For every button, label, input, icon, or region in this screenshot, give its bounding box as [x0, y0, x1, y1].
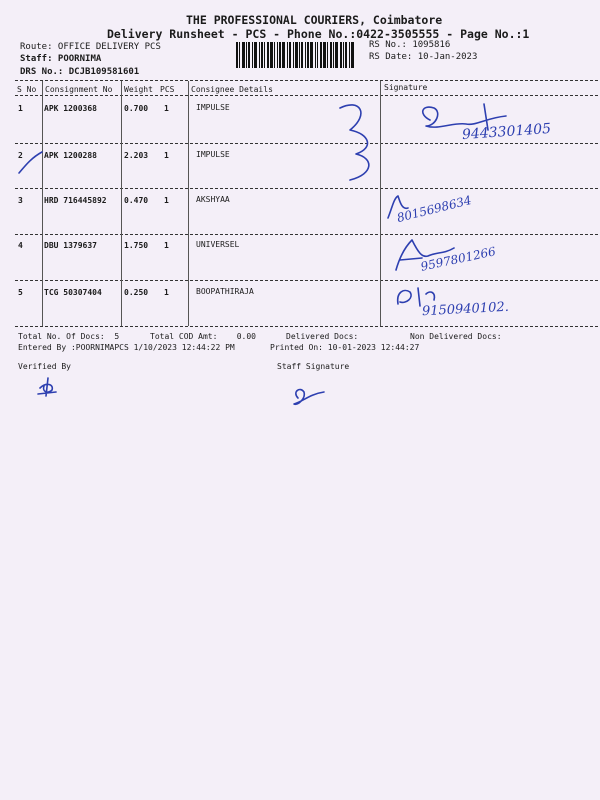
- row-consignment: TCG 50307404: [44, 288, 102, 297]
- row-consignee: UNIVERSEL: [196, 240, 240, 249]
- entered-by: Entered By :POORNIMAPCS 1/10/2023 12:44:22 PM: [18, 343, 235, 352]
- row-divider: [15, 188, 598, 189]
- row-sno: 3: [18, 196, 23, 205]
- row-weight: 0.250: [124, 288, 149, 297]
- row-pcs: 1: [164, 288, 169, 297]
- drs-number: DRS No.: DCJB109581601: [20, 67, 140, 77]
- row-consignee: IMPULSE: [196, 150, 230, 159]
- row-divider: [15, 143, 598, 144]
- header-sno: S No: [17, 85, 37, 94]
- verified-by-label: Verified By: [18, 362, 71, 371]
- row-weight: 0.470: [124, 196, 149, 205]
- non-delivered-docs: Non Delivered Docs:: [410, 332, 502, 341]
- header-pcs: PCS: [160, 85, 175, 94]
- row-consignee: IMPULSE: [196, 103, 230, 112]
- staff-label: Staff: POORNIMA: [20, 54, 102, 64]
- bracket-scrawl: [330, 96, 390, 186]
- row-consignee: AKSHYAA: [196, 195, 230, 204]
- company-title: THE PROFESSIONAL COURIERS, Coimbatore: [186, 13, 443, 27]
- row5-phone: 9150940102.: [421, 299, 510, 320]
- total-cod: Total COD Amt: 0.00: [150, 332, 256, 341]
- tick-mark: [15, 148, 45, 178]
- total-docs: Total No. Of Docs: 5: [18, 332, 120, 341]
- row3-phone: 8015698634: [395, 192, 473, 226]
- runsheet-title: Delivery Runsheet - PCS - Phone No.:0422-3505555 - Page No.:1: [107, 27, 530, 41]
- header-weight: Weight: [124, 85, 153, 94]
- row-sno: 1: [18, 104, 23, 113]
- header-signature: Signature: [384, 83, 428, 92]
- printed-on: Printed On: 10-01-2023 12:44:27: [270, 343, 420, 352]
- delivered-docs: Delivered Docs:: [286, 332, 359, 341]
- row-consignment: APK 1200368: [44, 104, 97, 113]
- verifier-signature: [36, 376, 60, 398]
- row-sno: 4: [18, 241, 23, 250]
- header-consignment: Consignment No: [45, 85, 113, 94]
- staff-signature-label: Staff Signature: [277, 362, 350, 371]
- row1-phone: 9443301405: [461, 120, 552, 144]
- row4-phone: 9597801266: [419, 244, 497, 274]
- row-pcs: 1: [164, 196, 169, 205]
- row-consignment: HRD 716445892: [44, 196, 107, 205]
- row-sno: 2: [18, 151, 23, 160]
- header-consignee: Consignee Details: [191, 85, 273, 94]
- row-divider: [15, 234, 598, 235]
- row-consignment: APK 1200288: [44, 151, 97, 160]
- barcode: [236, 42, 362, 68]
- table-bottom-rule: [15, 326, 598, 327]
- column-divider: [188, 81, 189, 326]
- row-divider: [15, 280, 598, 281]
- table-header-rule: [15, 95, 598, 96]
- row-pcs: 1: [164, 104, 169, 113]
- rs-date: RS Date: 10-Jan-2023: [369, 52, 478, 62]
- row-weight: 2.203: [124, 151, 149, 160]
- row-weight: 1.750: [124, 241, 149, 250]
- row-consignment: DBU 1379637: [44, 241, 97, 250]
- row-pcs: 1: [164, 241, 169, 250]
- row-pcs: 1: [164, 151, 169, 160]
- staff-signature: [290, 384, 330, 412]
- row-consignee: BOOPATHIRAJA: [196, 287, 254, 296]
- rs-number: RS No.: 1095816: [369, 40, 451, 50]
- row-weight: 0.700: [124, 104, 149, 113]
- route-label: Route: OFFICE DELIVERY PCS: [20, 42, 161, 52]
- row-sno: 5: [18, 288, 23, 297]
- column-divider: [121, 81, 122, 326]
- table-top-rule: [15, 80, 598, 81]
- column-divider: [42, 81, 43, 326]
